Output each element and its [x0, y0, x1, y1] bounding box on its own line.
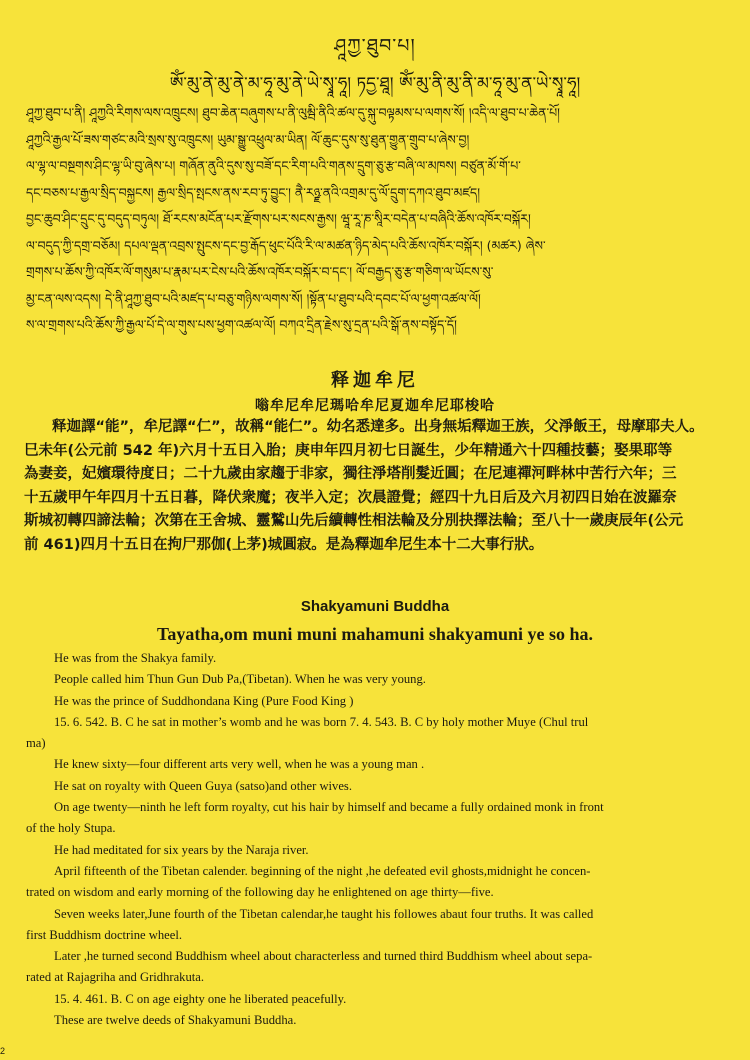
- tibetan-line: ལ་ལྷ་ལ་བསྔགས་ཤིང་ལྷ་ཡི་བུ་ཞེས་པ། གཞོན་ནུའི་དུས་སུ་བཟོ་དང་རིག་པའི་གནས་དྲུག་ཅུ་རྩ་བཞི་ལ་མཁས། བཙུན་མོ་གོ་པ་: [26, 158, 521, 173]
- english-line: He knew sixty—four different arts very well, when he was a young man .: [54, 757, 425, 772]
- tibetan-line: དང་བཅས་པ་རྒྱལ་སྲིད་བསྐྱངས། རྒྱལ་སྲིད་སྤངས་ནས་རབ་ཏུ་བྱུང་། ནཻ་རཉྫ་ནའི་འགྲམ་དུ་ལོ་དྲུག་དཀའ་ཐུབ་མཛད།: [26, 184, 480, 200]
- english-body: [26, 648, 726, 1031]
- tibetan-line: ཤཱཀྱ་ཐུབ་པ་ནི། ཤཱཀྱའི་རིགས་ལས་འཁྲུངས། ཐུབ་ཆེན་བཞུགས་པ་ནི་ལུམྦི་ནིའི་ཚལ་དུ་སྐུ་བལྟམས་པ་ལགས་སོ། །འདི་ལ་ཐུབ་པ་ཆེན་པོ།: [26, 105, 560, 120]
- english-line: These are twelve deeds of Shakyamuni Buddha.: [54, 1013, 297, 1028]
- english-line: He was from the Shakya family.: [54, 651, 217, 665]
- english-title: Shakyamuni Buddha: [300, 598, 450, 615]
- chinese-line: 前 461)四月十五日在拘尸那伽(上茅)城圓寂。是為釋迦牟尼生本十二大事行狀。: [24, 536, 544, 553]
- tibetan-mantra: ཨོཾ་མུ་ནེ་མུ་ནེ་མ་ཧཱ་མུ་ནེ་ཡེ་སྭཱ་ཧཱ། ཏདྱ་ཐཱ། ཨོཾ་མུ་ནི་མུ་ནི་མ་ཧཱ་མུ་ན་ཡེ་སྭཱ་ཧཱ།: [169, 74, 581, 94]
- tibetan-title: ཤཱཀྱ་ཐུབ་པ།: [334, 35, 416, 57]
- english-line: Seven weeks later,June fourth of the Tibetan calendar,he taught his followes abaut four truths. It was called: [54, 906, 594, 921]
- english-line: 15. 4. 461. B. C on age eighty one he liberated peacefully.: [54, 991, 347, 1006]
- tibetan-line: བྱང་ཆུབ་ཤིང་དྲུང་དུ་བདུད་བཏུལ། ཐོ་རངས་མངོན་པར་རྫོགས་པར་སངས་རྒྱས། ཝཱ་རཱ་ཎ་སཱིར་བདེན་པ་བཞིའི་ཆོས་འཁོར་བསྐོར།: [26, 211, 531, 226]
- tibetan-line: གྲགས་པ་ཆོས་ཀྱི་འཁོར་ལོ་གསུམ་པ་རྣམ་པར་ངེས་པའི་ཆོས་འཁོར་བསྐོར་བ་དང་། ལོ་བརྒྱད་ཅུ་རྩ་གཅིག་ལ་ཡོངས་སུ་: [26, 264, 494, 279]
- english-line: People called him Thun Gun Dub Pa,(Tibetan). When he was very young.: [54, 672, 426, 687]
- tibetan-line: ས་ལ་གྲགས་པའི་ཆོས་ཀྱི་རྒྱལ་པོ་དེ་ལ་གུས་པས་ཕྱག་འཚལ་ལོ། བཀའ་དྲིན་རྗེས་སུ་དྲན་པའི་སྒོ་ནས་བསྟོད་དོ།: [26, 317, 457, 332]
- english-mantra: Tayatha,om muni muni mahamuni shakyamuni ye so ha.: [157, 624, 593, 644]
- english-line: first Buddhism doctrine wheel.: [26, 927, 182, 942]
- tibetan-line: ལ་བདུད་ཀྱི་དགྲ་བཅོམ། དཔལ་ལྡན་འབྲས་སྤུངས་དང་བྱ་རྒོད་ཕུང་པོའི་རི་ལ་མཚན་ཉིད་མེད་པའི་ཆོས་འཁོར་བསྐོར། (མཚར) ཞེས་: [26, 237, 546, 253]
- english-line: April fifteenth of the Tibetan calender. beginning of the night ,he defeated evil ghosts,midnight he concen-: [54, 863, 591, 878]
- english-line: He sat on royalty with Queen Guya (satso)and other wives.: [54, 778, 352, 793]
- tibetan-body: [26, 100, 726, 339]
- chinese-line: 巳未年(公元前 542 年)六月十五日入胎；庚申年四月初七日誕生，少年精通六十四種技藝；娶果耶等: [24, 442, 673, 459]
- english-line: On age twenty—ninth he left form royalty, cut his hair by himself and became a fully ordained monk in front: [54, 800, 604, 815]
- english-line: He had meditated for six years by the Naraja river.: [54, 842, 309, 857]
- english-line: of the holy Stupa.: [26, 821, 116, 836]
- english-line: 15. 6. 542. B. C he sat in mother’s womb and he was born 7. 4. 543. B. C by holy mother Muye (Chul trul: [54, 714, 589, 729]
- english-line: trated on wisdom and early morning of the following day he enlightened on age thirty—five.: [26, 885, 494, 900]
- tibetan-line: ཤཱཀྱའི་རྒྱལ་པོ་ཟས་གཙང་མའི་སྲས་སུ་འཁྲུངས། ཡུམ་སྒྱུ་འཕྲུལ་མ་ཡིན། ལོ་ཆུང་དུས་སུ་ཐུན་གྱུན་གྲུབ་པ་ཞེས་བྱ།: [26, 131, 470, 147]
- chinese-line: 十五歲甲午年四月十五日暮，降伏衆魔；夜半入定；次晨證覺；經四十九日后及六月初四日始在波羅奈: [24, 489, 677, 506]
- chinese-subtitle: 嗡牟尼牟尼瑪哈牟尼夏迦牟尼耶梭哈: [255, 398, 495, 414]
- english-line: Later ,he turned second Buddhism wheel about characterless and turned third Buddhism wheel about sepa-: [54, 949, 593, 964]
- page-edge-mark: 2: [0, 1046, 6, 1056]
- english-line: He was the prince of Suddhondana King (Pure Food King ): [54, 693, 354, 708]
- english-line: ma): [26, 736, 46, 751]
- chinese-title: 释迦牟尼: [331, 370, 419, 391]
- chinese-line: 释迦譯“能”，牟尼譯“仁”，故稱“能仁”。幼名悉達多。出身無垢釋迦王族，父淨飯王，母摩耶夫人。: [52, 419, 704, 435]
- chinese-line: 為妻妾，妃嬪環待度日；二十九歲由家趨于非家，獨往淨塔削髮近圓；在尼連禪河畔林中苦行六年；三: [24, 466, 677, 482]
- english-line: rated at Rajagriha and Gridhrakuta.: [26, 970, 204, 985]
- chinese-body: [24, 416, 736, 557]
- tibetan-line: མྱ་ངན་ལས་འདས། དེ་ནི་ཤཱཀྱ་ཐུབ་པའི་མཛད་པ་བཅུ་གཉིས་ལགས་སོ། །སྟོན་པ་ཐུབ་པའི་དབང་པོ་ལ་ཕྱག་འཚལ་ལོ།: [26, 290, 481, 306]
- chinese-line: 斯城初轉四諦法輪；次第在王舍城、靈鷲山先后續轉性相法輪及分別抉擇法輪；至八十一歲庚辰年(公元: [24, 513, 684, 529]
